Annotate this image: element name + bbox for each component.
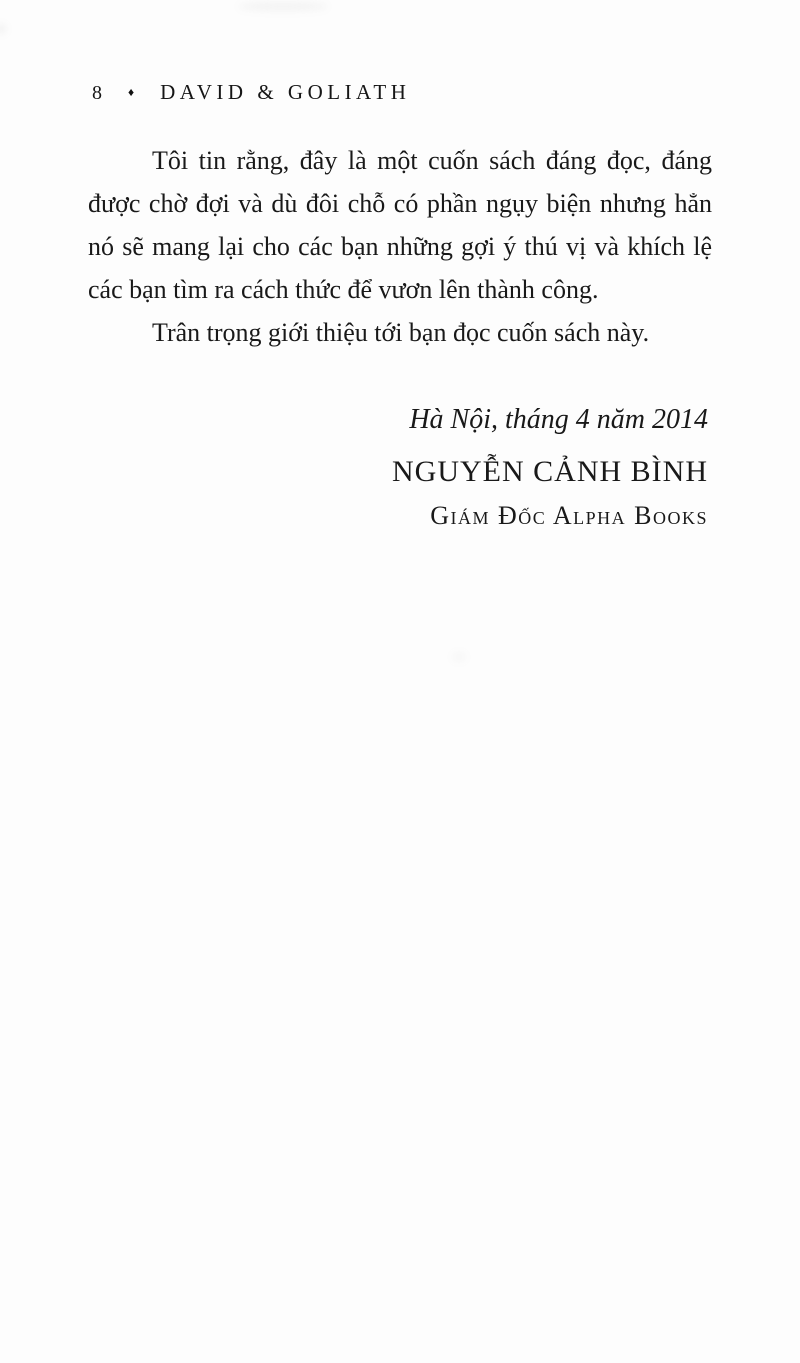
page-number: 8 bbox=[92, 82, 102, 104]
book-title: DAVID & GOLIATH bbox=[160, 80, 411, 104]
signature-block bbox=[0, 398, 800, 533]
author-title: Giám Đốc Alpha Books bbox=[430, 501, 708, 530]
paragraph: Trân trọng giới thiệu tới bạn đọc cuốn sách này. bbox=[152, 318, 650, 347]
body-text bbox=[88, 139, 712, 354]
author-name: NGUYỄN CẢNH BÌNH bbox=[392, 455, 708, 488]
running-header bbox=[0, 0, 800, 105]
scan-smudge bbox=[452, 652, 466, 662]
paragraph: Tôi tin rằng, đây là một cuốn sách đáng đọc, đáng được chờ đợi và dù đôi chỗ có phần ngụy biện nhưng hẳn nó sẽ mang lại cho các bạn những gợi ý thú vị và khích lệ các bạn tìm ra cách thức để vươn lên thành công. bbox=[88, 146, 712, 304]
diamond-icon: ♦ bbox=[128, 85, 135, 99]
dateline: Hà Nội, tháng 4 năm 2014 bbox=[409, 404, 708, 435]
